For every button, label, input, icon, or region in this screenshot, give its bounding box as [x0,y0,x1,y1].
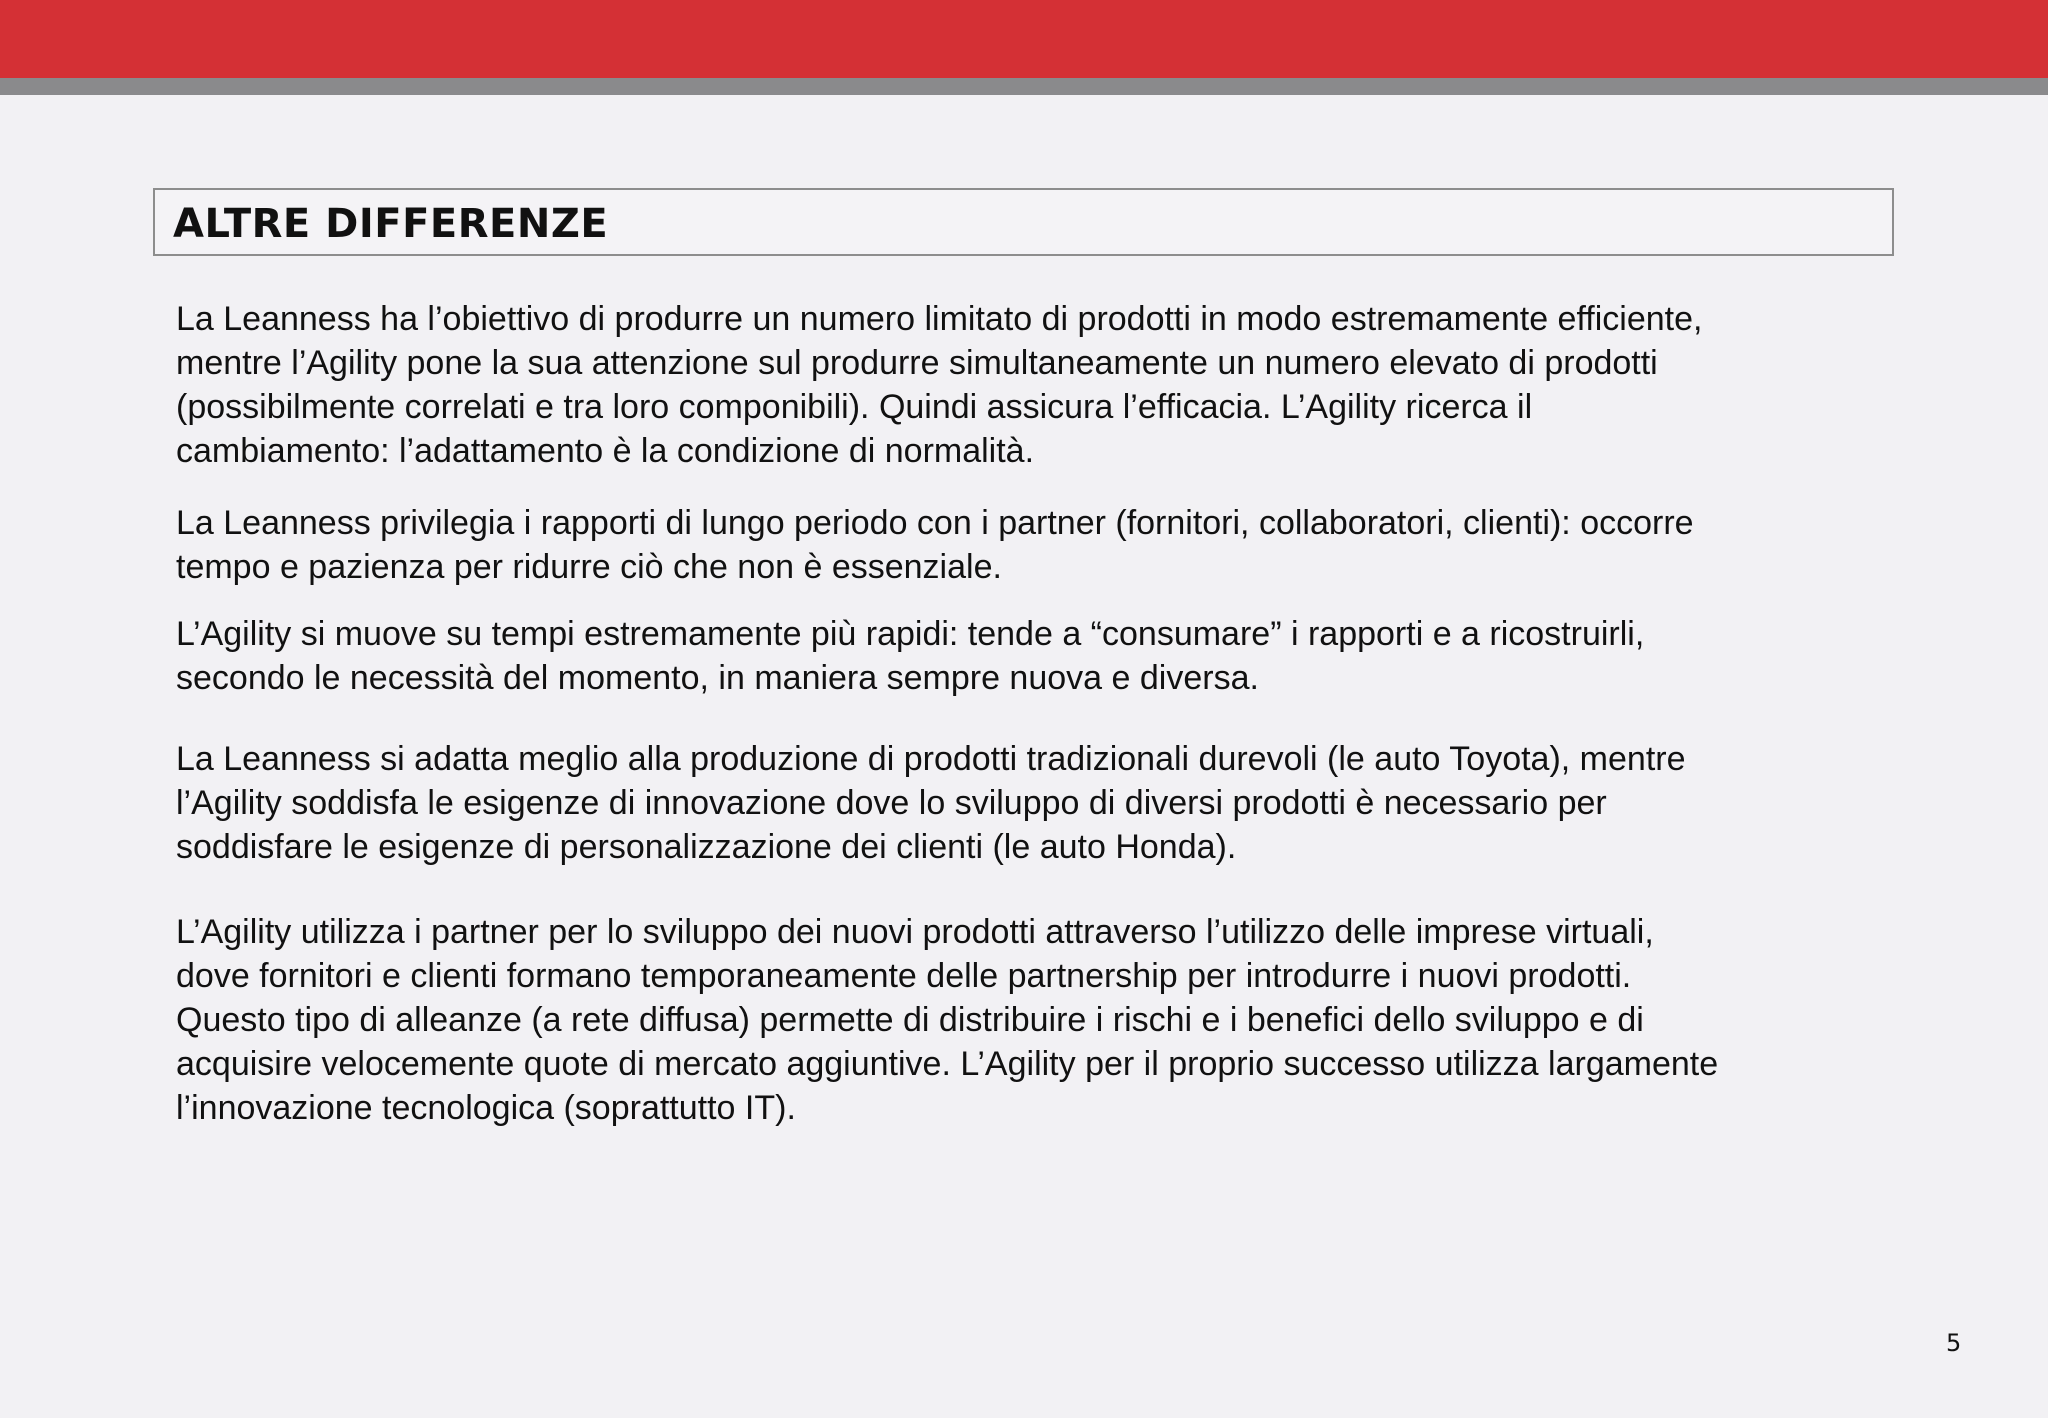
slide-title: ALTRE DIFFERENZE [173,201,609,247]
paragraph-1: La Leanness ha l’obiettivo di produrre un numero limitato di prodotti in modo estremamente efficiente, mentre l’Agility pone la sua attenzione sul produrre simultaneamente un numero elevato di prodotti (possibilmente correlati e tra loro componibili). Quindi assicura l’efficacia. L’Agility ricerca il cambiamento: l’adattamento è la condizione di normalità. [176,300,1703,470]
paragraph-5: L’Agility utilizza i partner per lo sviluppo dei nuovi prodotti attraverso l’utilizzo delle imprese virtuali, dove fornitori e clienti formano temporaneamente delle partnership per introdurre i nuovi prodotti. Questo tipo di alleanze (a rete diffusa) permette di distribuire i rischi e i benefici dello sviluppo e di acquisire velocemente quote di mercato aggiuntive. L’Agility per il proprio successo utilizza largamente l’innovazione tecnologica (soprattutto IT). [176,913,1719,1127]
slide-title-box [153,188,1894,256]
header-red-bar [0,0,2048,78]
slide-body [176,297,1876,1130]
paragraph-2: La Leanness privilegia i rapporti di lungo periodo con i partner (fornitori, collaboratori, clienti): occorre tempo e pazienza per ridurre ciò che non è essenziale. [176,504,1694,586]
page-number: 5 [1946,1329,1962,1357]
paragraph-3: L’Agility si muove su tempi estremamente più rapidi: tende a “consumare” i rapporti e a ricostruirli, secondo le necessità del momento, in maniera sempre nuova e diversa. [176,615,1645,697]
paragraph-4: La Leanness si adatta meglio alla produzione di prodotti tradizionali durevoli (le auto Toyota), mentre l’Agility soddisfa le esigenze di innovazione dove lo sviluppo di diversi prodotti è necessario per soddisfare le esigenze di personalizzazione dei clienti (le auto Honda). [176,740,1686,866]
header-gray-bar [0,78,2048,95]
